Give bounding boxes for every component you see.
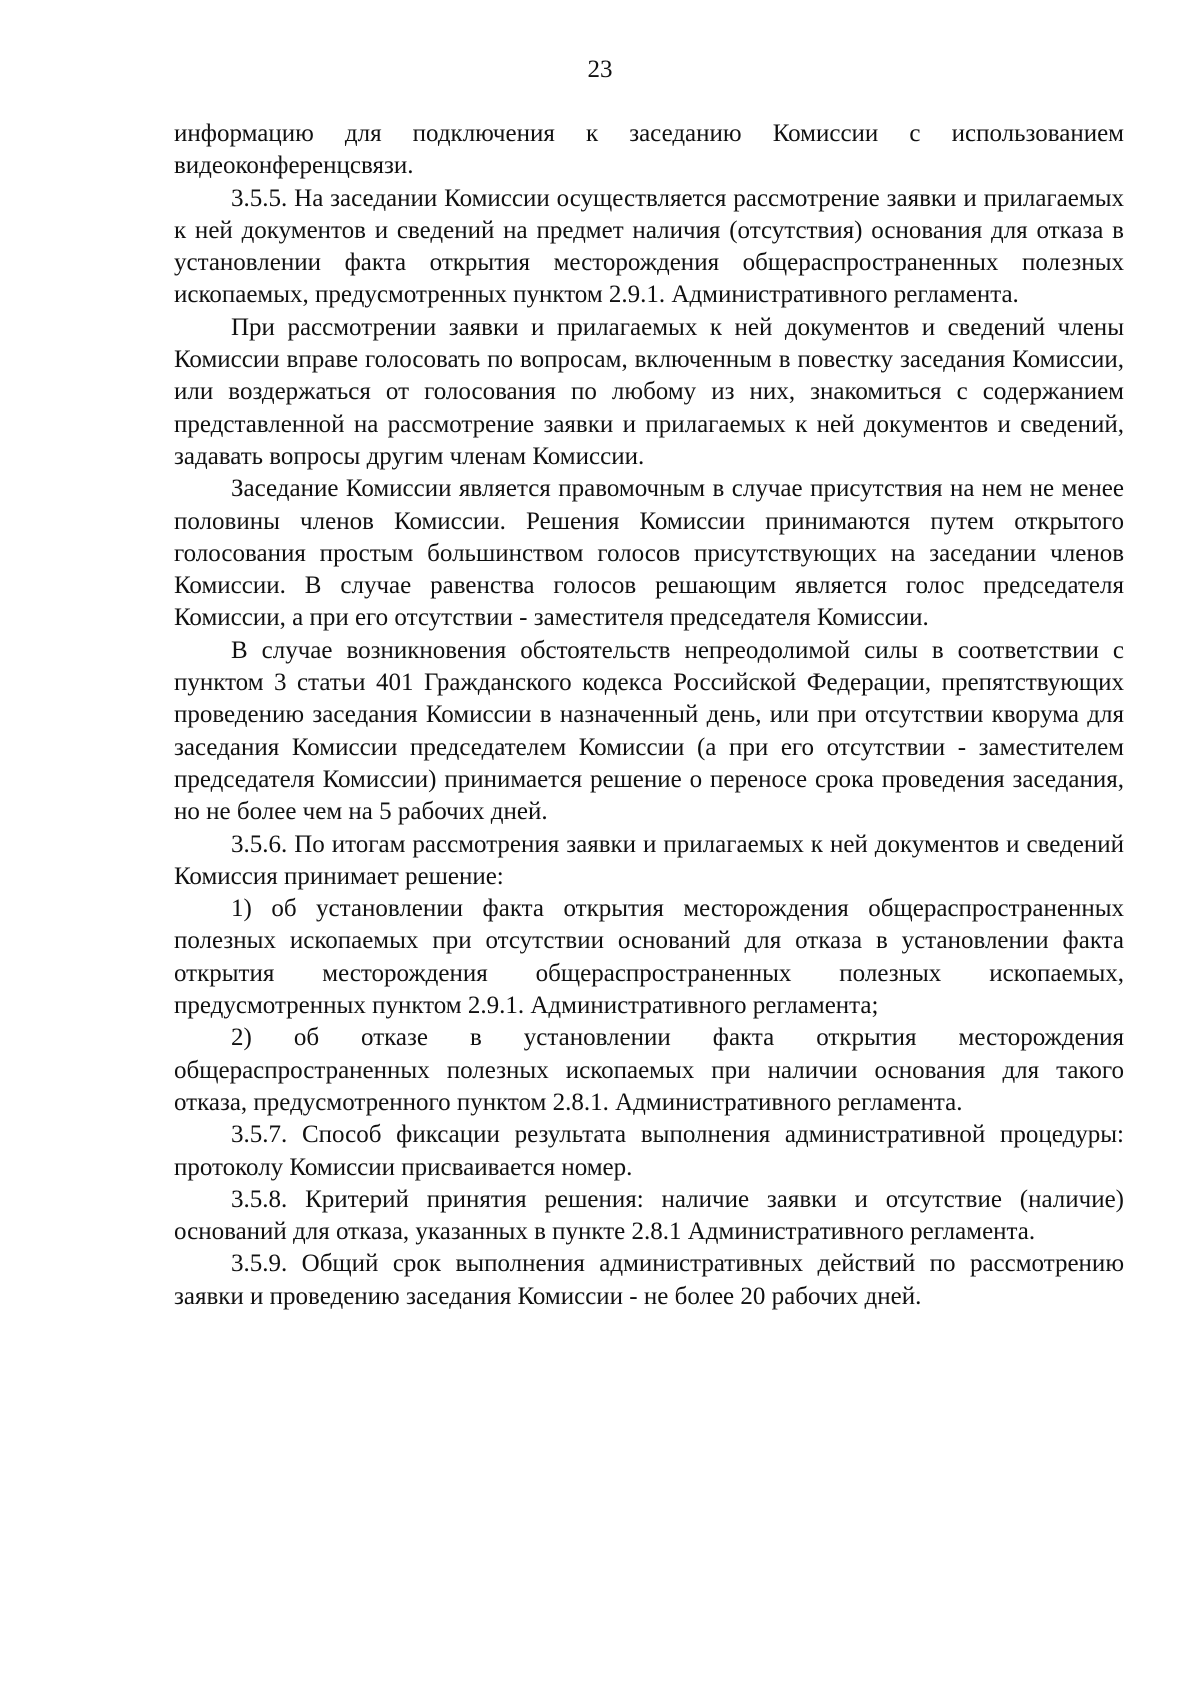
paragraph-quorum: Заседание Комиссии является правомочным в случае присутствия на нем не менее половины членов Комиссии. Решения Комиссии принимаются путем открытого голосования простым большинством голосов присутствующих на заседании членов Комиссии. В случае равенства голосов решающим является голос председателя Комиссии, а при его отсутствии - заместителя председателя Комиссии.: [174, 475, 1124, 632]
paragraph-decision-2: 2) об отказе в установлении факта открытия месторождения общераспространенных полезных ископаемых при наличии основания для такого отказа, предусмотренного пунктом 2.8.1. Административного регламента.: [174, 1024, 1124, 1116]
paragraph-3-5-6: 3.5.6. По итогам рассмотрения заявки и прилагаемых к ней документов и сведений Комиссия принимает решение:: [174, 830, 1124, 890]
paragraph-decision-1: 1) об установлении факта открытия месторождения общераспространенных полезных ископаемых при отсутствии оснований для отказа в установлении факта открытия месторождения общераспространенных полезных ископаемых, предусмотренных пунктом 2.9.1. Административного регламента;: [174, 895, 1124, 1020]
paragraph-member-rights: При рассмотрении заявки и прилагаемых к ней документов и сведений члены Комиссии вправе голосовать по вопросам, включенным в повестку заседания Комиссии, или воздержаться от голосования по любому из них, знакомиться с содержанием представленной на рассмотрение заявки и прилагаемых к ней документов и сведений, задавать вопросы другим членам Комиссии.: [174, 313, 1124, 470]
paragraph-3-5-9: 3.5.9. Общий срок выполнения административных действий по рассмотрению заявки и проведению заседания Комиссии - не более 20 рабочих дней.: [174, 1250, 1124, 1310]
paragraph-continuation: информацию для подключения к заседанию Комиссии с использованием видеоконференцсвязи.: [174, 120, 1124, 180]
paragraph-3-5-8: 3.5.8. Критерий принятия решения: наличие заявки и отсутствие (наличие) оснований для отказа, указанных в пункте 2.8.1 Административного регламента.: [174, 1185, 1124, 1246]
document-body: [174, 118, 1124, 1313]
paragraph-force-majeure: В случае возникновения обстоятельств непреодолимой силы в соответствии с пунктом 3 статьи 401 Гражданского кодекса Российской Федерации, препятствующих проведению заседания Комиссии в назначенный день, или при отсутствии кворума для заседания Комиссии председателем Комиссии (а при его отсутствии - заместителем председателя Комиссии) принимается решение о переносе срока проведения заседания, но не более чем на 5 рабочих дней.: [174, 636, 1124, 826]
paragraph-3-5-5: 3.5.5. На заседании Комиссии осуществляется рассмотрение заявки и прилагаемых к ней документов и сведений на предмет наличия (отсутствия) основания для отказа в установлении факта открытия месторождения общераспространенных полезных ископаемых, предусмотренных пунктом 2.9.1. Административного регламента.: [174, 184, 1124, 309]
paragraph-3-5-7: 3.5.7. Способ фиксации результата выполнения административной процедуры: протоколу Комиссии присваивается номер.: [174, 1121, 1124, 1181]
page-number: 23: [587, 56, 613, 83]
